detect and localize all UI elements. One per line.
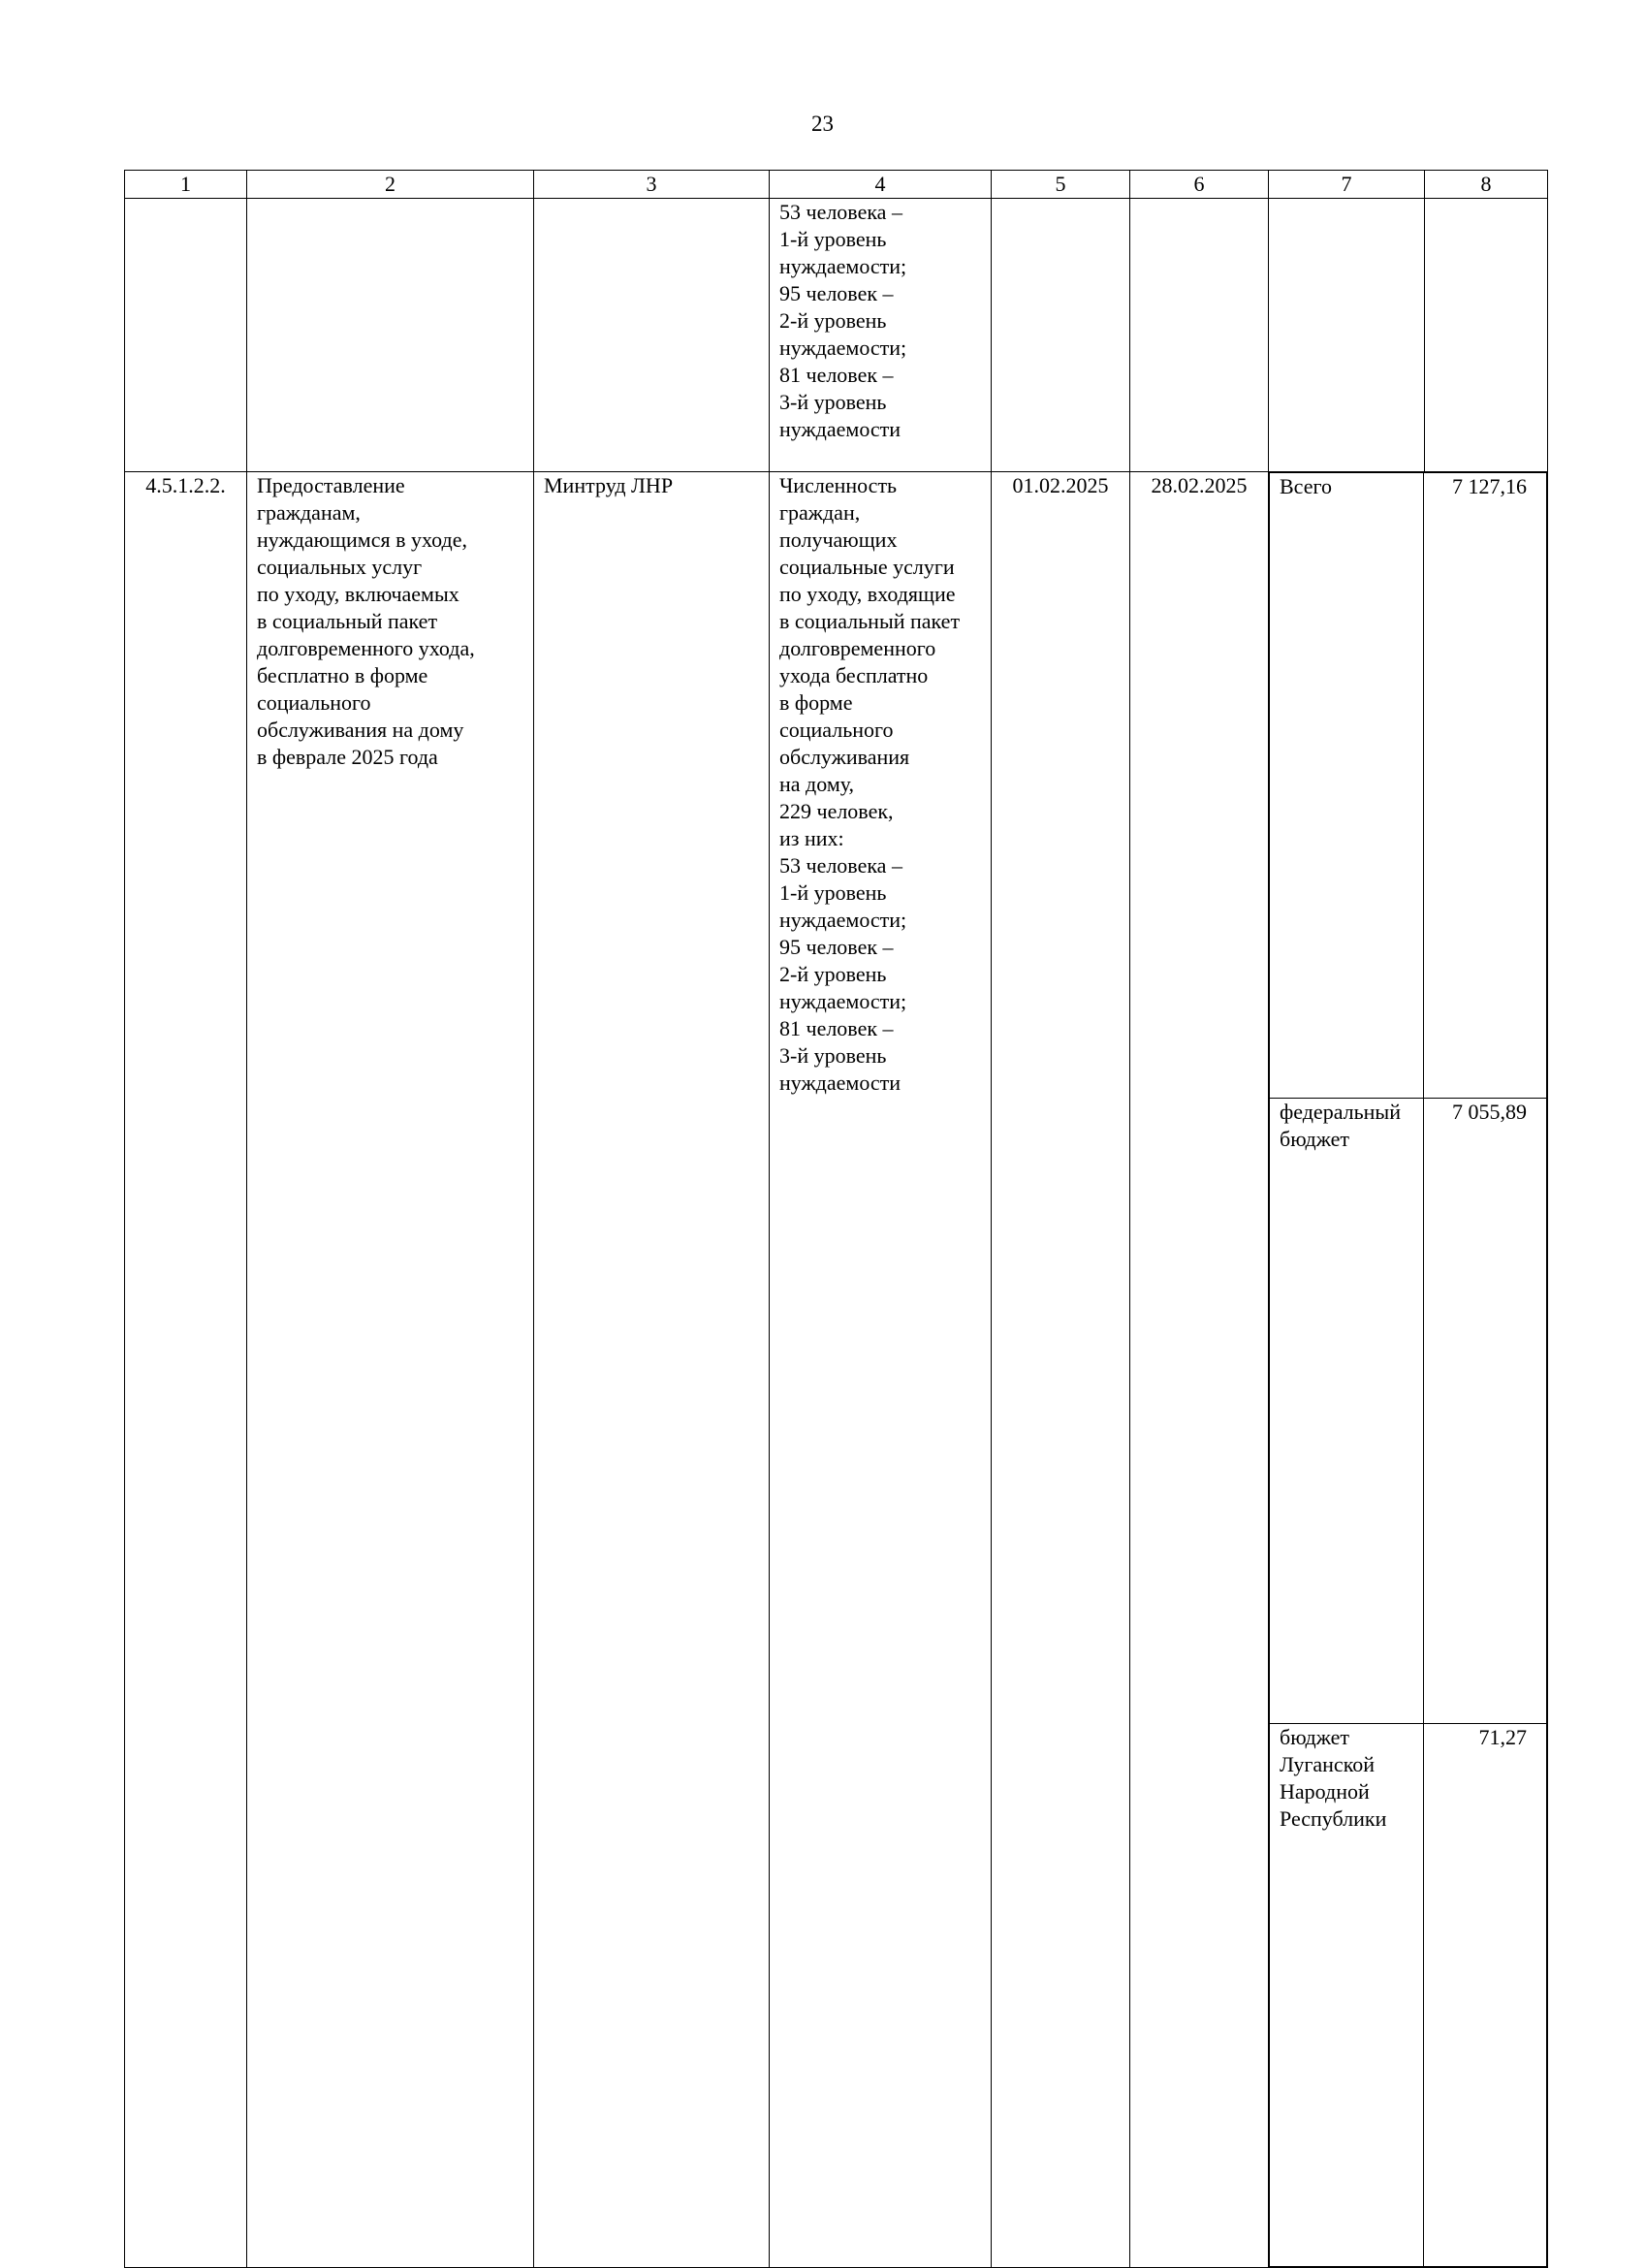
column-number: 2 [247,171,534,199]
indicator-line: граждан, [779,500,861,525]
financing-amount: 71,27 [1424,1724,1547,2267]
source-line: Республики [1280,1806,1387,1831]
page-number: 23 [811,112,834,136]
column-number: 5 [992,171,1130,199]
description-line: обслуживания на дому [257,718,464,742]
indicator-line: нуждаемости [779,1070,902,1095]
start-date: 01.02.2025 [992,472,1130,2268]
description-line: гражданам, [257,500,361,525]
financing-row-total [1270,473,1547,1099]
description-line: бесплатно в форме [257,663,428,687]
description-line: в феврале 2025 года [257,745,438,769]
end-date: 28.02.2025 [1130,472,1269,2268]
empty-cell [534,199,770,472]
indicator-line: 53 человека – [779,200,902,224]
source-line: федеральный [1280,1100,1401,1124]
indicator-line: 3-й уровень [779,1043,887,1068]
indicator-line: обслуживания [779,745,910,769]
empty-cell [1130,199,1269,472]
indicator-line: в форме [779,690,853,715]
indicator-line: 81 человек – [779,363,894,387]
indicator-line: нуждаемости [779,417,902,441]
financing-table [1269,472,1547,2267]
indicator-continuation-cell [770,199,992,472]
description-line: нуждающимся в уходе, [257,527,467,552]
financing-source [1270,1099,1424,1724]
indicator-line: 2-й уровень [779,308,887,333]
financing-row-federal [1270,1099,1547,1724]
indicator-line: из них: [779,826,844,850]
financing-amount: 7 127,16 [1424,473,1547,1099]
column-number: 7 [1269,171,1425,199]
financing-source [1270,1724,1424,2267]
indicator-line: получающих [779,527,898,552]
indicator-line: нуждаемости; [779,908,907,932]
indicator-line: нуждаемости; [779,335,907,360]
source-line: бюджет [1280,1127,1349,1151]
indicator-line: 2-й уровень [779,962,887,986]
indicator-line: социального [779,718,894,742]
column-number: 1 [125,171,247,199]
description-line: социального [257,690,371,715]
column-number: 3 [534,171,770,199]
item-number: 4.5.1.2.2. [125,472,247,2268]
column-number: 4 [770,171,992,199]
indicator-line: 53 человека – [779,853,902,878]
item-description [247,472,534,2268]
program-table [124,170,1548,2268]
description-line: по уходу, включаемых [257,582,459,606]
source-line: Народной [1280,1779,1370,1804]
indicator-line: социальные услуги [779,555,955,579]
empty-cell [992,199,1130,472]
indicator-line: 95 человек – [779,935,894,959]
financing-source [1270,473,1424,1099]
empty-cell [1425,199,1548,472]
indicator-line: нуждаемости; [779,989,907,1013]
continuation-row [125,199,1548,472]
empty-cell [125,199,247,472]
column-number: 8 [1425,171,1548,199]
description-line: долговременного ухода, [257,636,475,660]
indicator-line: 95 человек – [779,281,894,305]
indicator-line: 229 человек, [779,799,894,823]
column-number: 6 [1130,171,1269,199]
indicator-line: Численность [779,473,898,497]
description-line: в социальный пакет [257,609,438,633]
item-row [125,472,1548,2268]
indicator-line: ухода бесплатно [779,663,929,687]
indicator-line: в социальный пакет [779,609,961,633]
source-line: Всего [1280,474,1332,498]
indicator-line: 1-й уровень [779,227,887,251]
indicator-line: на дому, [779,772,855,796]
executor: Минтруд ЛНР [534,472,770,2268]
column-number-row [125,171,1548,199]
indicator-line: нуждаемости; [779,254,907,278]
financing-cell [1269,472,1548,2268]
empty-cell [1269,199,1425,472]
empty-cell [247,199,534,472]
indicator-line: долговременного [779,636,936,660]
indicator-line: 3-й уровень [779,390,887,414]
financing-row-regional [1270,1724,1547,2267]
indicator-cell [770,472,992,2268]
description-line: социальных услуг [257,555,423,579]
indicator-line: по уходу, входящие [779,582,956,606]
indicator-line: 1-й уровень [779,880,887,905]
financing-amount: 7 055,89 [1424,1099,1547,1724]
source-line: бюджет [1280,1725,1349,1749]
source-line: Луганской [1280,1752,1376,1776]
description-line: Предоставление [257,473,405,497]
indicator-line: 81 человек – [779,1016,894,1040]
